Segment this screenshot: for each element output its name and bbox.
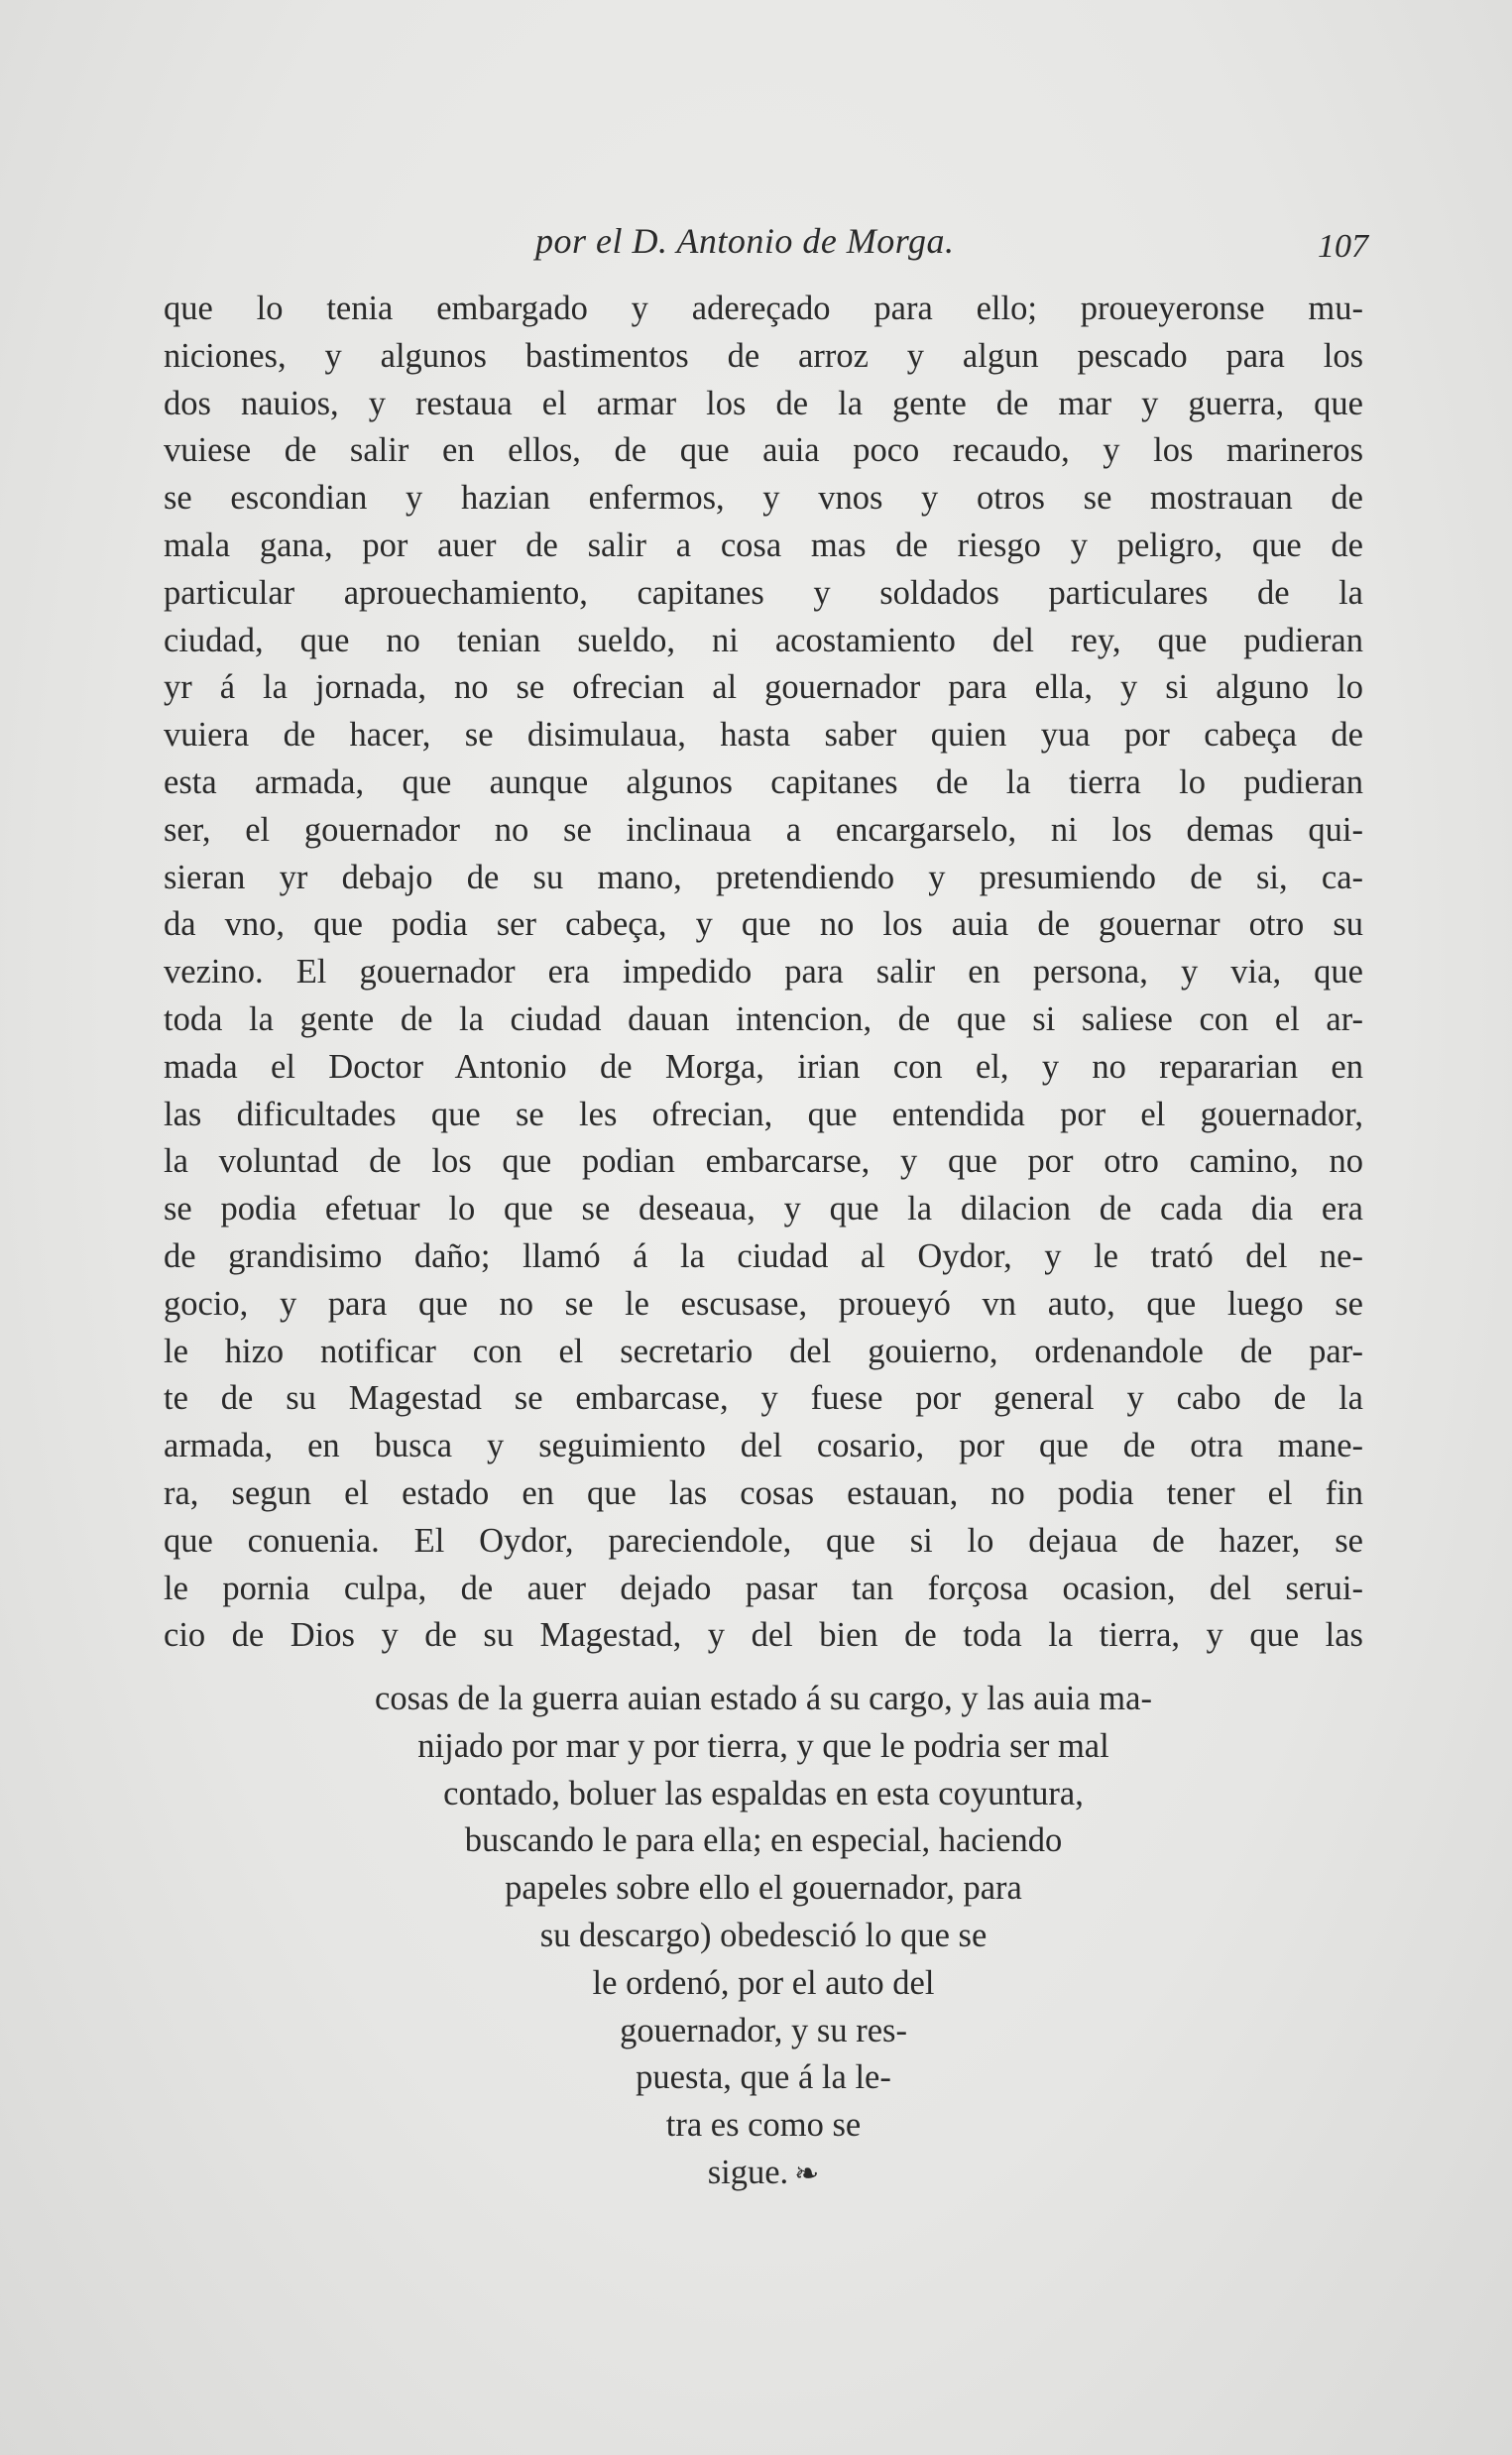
text-line bbox=[164, 2150, 1363, 2197]
text-line: vuiera de hacer, se disimulaua, hasta saber quien yua por cabeça de bbox=[164, 716, 1363, 755]
text-line: gocio, y para que no se le escusase, proueyó vn auto, que luego se bbox=[164, 1284, 1363, 1323]
text-line: armada, en busca y seguimiento del cosario, por que de otra mane- bbox=[164, 1427, 1363, 1465]
text-line bbox=[164, 1865, 1363, 1913]
text-line-content: tra es como se bbox=[665, 2106, 862, 2145]
fleuron-ornament-icon: ❧ bbox=[794, 2157, 820, 2190]
text-line: le pornia culpa, de auer dejado pasar tan forçosa ocasion, del serui- bbox=[164, 1569, 1363, 1607]
text-line bbox=[164, 2102, 1363, 2150]
text-line bbox=[164, 1723, 1363, 1771]
page-number: 107 bbox=[1318, 228, 1368, 265]
text-line-content: sigue. bbox=[707, 2153, 789, 2191]
page-header bbox=[169, 220, 1368, 280]
text-line bbox=[164, 1771, 1363, 1818]
text-line: que lo tenia embargado y adereçado para ello; proueyeronse mu- bbox=[164, 290, 1363, 327]
text-line-content: contado, boluer las espaldas en esta coyuntura, bbox=[443, 1774, 1084, 1812]
text-line bbox=[164, 1960, 1363, 2008]
tail-paragraph bbox=[164, 1676, 1363, 2197]
text-line-content: puesta, que á la le- bbox=[636, 2058, 891, 2097]
text-line-content: su descargo) obedesció lo que se bbox=[539, 1916, 988, 1954]
text-line: ra, segun el estado en que las cosas estauan, no podia tener el fin bbox=[164, 1473, 1363, 1512]
text-line: niciones, y algunos bastimentos de arroz y algun pescado para los bbox=[164, 336, 1363, 375]
text-line-content: cosas de la guerra auian estado á su cargo, y las auia ma- bbox=[375, 1680, 1152, 1717]
text-line: ser, el gouernador no se inclinaua a encargarselo, ni los demas qui- bbox=[164, 810, 1363, 849]
text-line-content: buscando le para ella; en especial, haciendo bbox=[464, 1821, 1063, 1860]
text-line: esta armada, que aunque algunos capitanes de la tierra lo pudieran bbox=[164, 762, 1363, 801]
text-line: particular aprouechamiento, capitanes y soldados particulares de la bbox=[164, 573, 1363, 612]
text-line: las dificultades que se les ofrecian, que entendida por el gouernador, bbox=[164, 1095, 1363, 1133]
text-line: dos nauios, y restaua el armar los de la gente de mar y guerra, que bbox=[164, 384, 1363, 422]
text-line: ciudad, que no tenian sueldo, ni acostamiento del rey, que pudieran bbox=[164, 621, 1363, 659]
text-line-content: le ordenó, por el auto del bbox=[592, 1963, 935, 2002]
text-line: yr á la jornada, no se ofrecian al gouernador para ella, y si alguno lo bbox=[164, 668, 1363, 707]
text-line bbox=[164, 2054, 1363, 2102]
text-line: da vno, que podia ser cabeça, y que no los auia de gouernar otro su bbox=[164, 905, 1363, 944]
text-line bbox=[164, 2008, 1363, 2055]
text-line bbox=[164, 1913, 1363, 1960]
text-line: se escondian y hazian enfermos, y vnos y otros se mostrauan de bbox=[164, 479, 1363, 518]
text-line: sieran yr debajo de su mano, pretendiendo y presumiendo de si, ca- bbox=[164, 858, 1363, 896]
text-line: le hizo notificar con el secretario del gouierno, ordenandole de par- bbox=[164, 1332, 1363, 1370]
text-line: vuiese de salir en ellos, de que auia poco recaudo, y los marineros bbox=[164, 431, 1363, 470]
text-line: toda la gente de la ciudad dauan intencion, de que si saliese con el ar- bbox=[164, 999, 1363, 1038]
text-line-content: gouernador, y su res- bbox=[620, 2011, 907, 2049]
text-line-content: nijado por mar y por tierra, y que le podria ser mal bbox=[417, 1726, 1109, 1765]
text-line bbox=[164, 1676, 1363, 1723]
text-line: te de su Magestad se embarcase, y fuese por general y cabo de la bbox=[164, 1379, 1363, 1418]
body-paragraph bbox=[164, 286, 1363, 1660]
text-line bbox=[164, 1817, 1363, 1865]
text-line: de grandisimo daño; llamó á la ciudad al Oydor, y le trató del ne- bbox=[164, 1236, 1363, 1275]
text-line: mala gana, por auer de salir a cosa mas de riesgo y peligro, que de bbox=[164, 526, 1363, 564]
text-line: la voluntad de los que podian embarcarse, y que por otro camino, no bbox=[164, 1142, 1363, 1181]
running-head: por el D. Antonio de Morga. bbox=[535, 221, 955, 261]
text-line: se podia efetuar lo que se deseaua, y que la dilacion de cada dia era bbox=[164, 1190, 1363, 1228]
text-line: mada el Doctor Antonio de Morga, irian con el, y no repararian en bbox=[164, 1047, 1363, 1086]
text-line: vezino. El gouernador era impedido para salir en persona, y via, que bbox=[164, 953, 1363, 992]
text-line-content: papeles sobre ello el gouernador, para bbox=[505, 1869, 1022, 1908]
text-line: cio de Dios y de su Magestad, y del bien de toda la tierra, y que las bbox=[164, 1616, 1363, 1655]
text-line: que conuenia. El Oydor, pareciendole, que si lo dejaua de hazer, se bbox=[164, 1521, 1363, 1560]
